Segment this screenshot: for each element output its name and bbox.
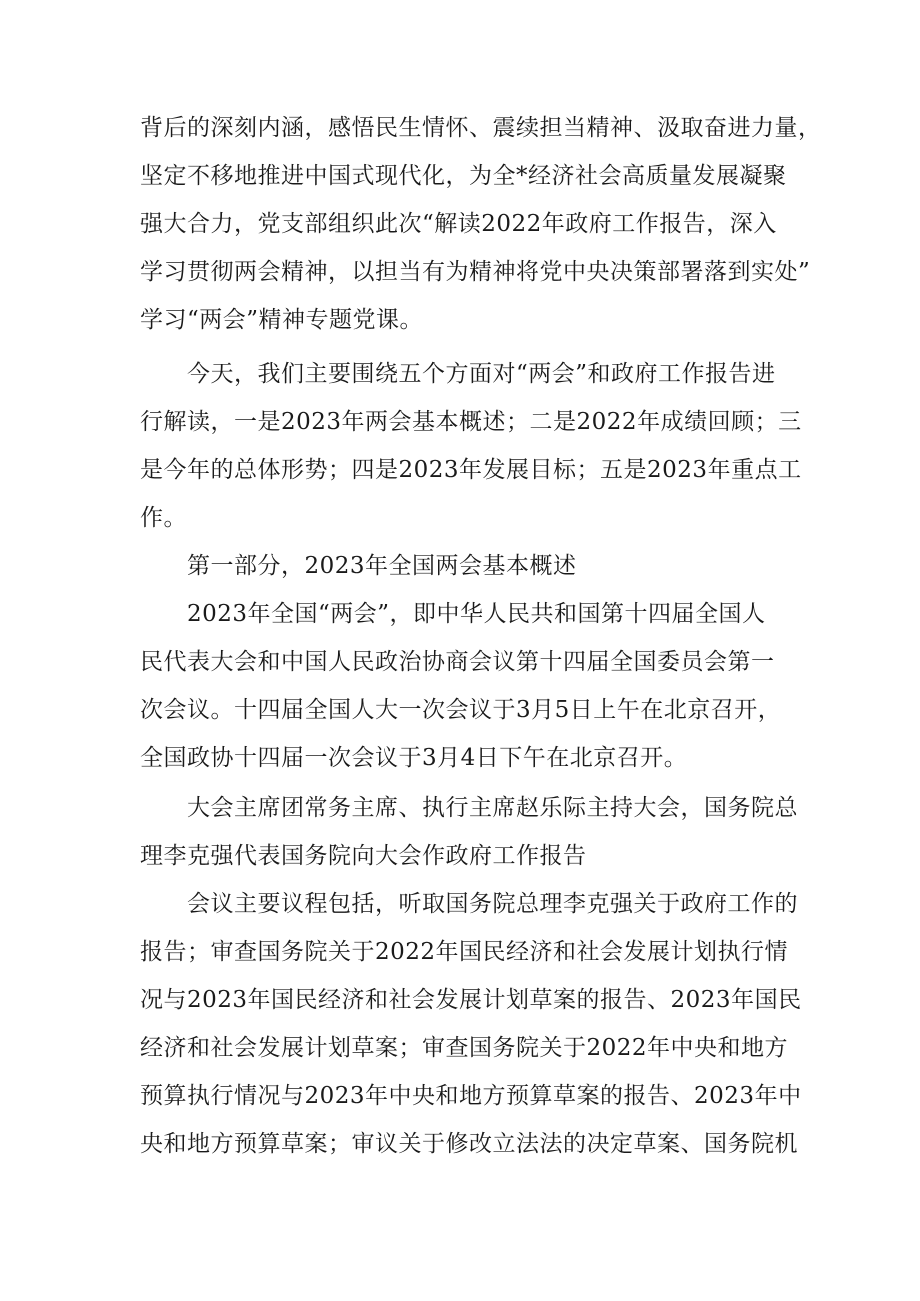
text-line: 会议主要议程包括，听取国务院总理李克强关于政府工作的 bbox=[187, 891, 798, 917]
text-line: 学习贯彻两会精神，以担当有为精神将党中央决策部署落到实处” bbox=[140, 259, 811, 285]
paragraph-overview bbox=[140, 350, 805, 542]
paragraph-two-sessions bbox=[140, 590, 805, 782]
text-line: 大会主席团常务主席、执行主席赵乐际主持大会，国务院总 bbox=[187, 795, 798, 821]
document-body bbox=[140, 104, 822, 344]
text-line: 况与2023年国民经济和社会发展计划草案的报告、2023年国民 bbox=[140, 987, 802, 1013]
text-line: 报告；审查国务院关于2022年国民经济和社会发展计划执行情 bbox=[140, 939, 789, 965]
text-line: 次会议。十四届全国人大一次会议于3月5日上午在北京召开， bbox=[140, 697, 782, 723]
text-line: 坚定不移地推进中国式现代化，为全*经济社会高质量发展凝聚 bbox=[140, 163, 787, 189]
text-line: 背后的深刻内涵，感悟民生情怀、震续担当精神、汲取奋进力量， bbox=[140, 115, 822, 141]
section-heading-part-one bbox=[140, 542, 805, 590]
document-body-section-3 bbox=[140, 542, 805, 590]
text-line: 全国政协十四届一次会议于3月4日下午在北京召开。 bbox=[140, 745, 688, 771]
text-line: 理李克强代表国务院向大会作政府工作报告 bbox=[140, 843, 587, 869]
text-line: 预算执行情况与2023年中央和地方预算草案的报告、2023年中 bbox=[140, 1083, 802, 1109]
document-body-section-2 bbox=[140, 350, 805, 542]
paragraph-agenda bbox=[140, 880, 805, 1168]
document-body-section-6 bbox=[140, 880, 805, 1168]
text-line: 是今年的总体形势；四是2023年发展目标；五是2023年重点工 bbox=[140, 457, 802, 483]
text-line: 2023年全国“两会”，即中华人民共和国第十四届全国人 bbox=[187, 601, 766, 627]
text-line: 强大合力，党支部组织此次“解读2022年政府工作报告，深入 bbox=[140, 211, 777, 237]
paragraph-intro-continuation bbox=[140, 104, 822, 344]
paragraph-presidium bbox=[140, 784, 805, 880]
text-line: 行解读，一是2023年两会基本概述；二是2022年成绩回顾；三 bbox=[140, 409, 802, 435]
text-line: 经济和社会发展计划草案；审查国务院关于2022年中央和地方 bbox=[140, 1035, 789, 1061]
text-line: 作。 bbox=[140, 505, 187, 531]
document-body-section-4 bbox=[140, 590, 805, 782]
document-body-section-5 bbox=[140, 784, 805, 880]
text-line: 民代表大会和中国人民政治协商会议第十四届全国委员会第一 bbox=[140, 649, 775, 675]
text-line: 今天，我们主要围绕五个方面对“两会”和政府工作报告进 bbox=[187, 361, 776, 387]
text-line: 央和地方预算草案；审议关于修改立法法的决定草案、国务院机 bbox=[140, 1131, 798, 1157]
text-line: 第一部分，2023年全国两会基本概述 bbox=[187, 553, 577, 579]
text-line: 学习“两会”精神专题党课。 bbox=[140, 307, 424, 333]
